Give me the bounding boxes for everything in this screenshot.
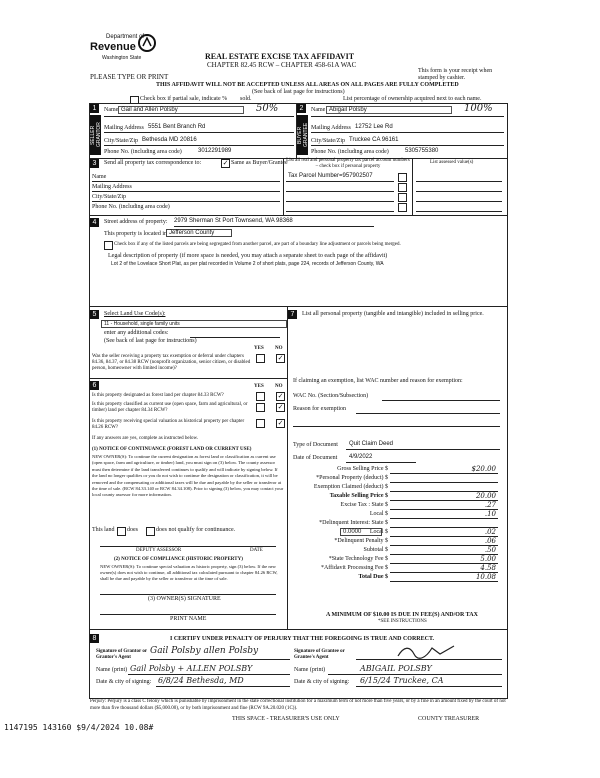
local-rate-field[interactable]: 0.0000 xyxy=(340,528,382,536)
s6-no-header: NO xyxy=(275,384,283,389)
street-field[interactable]: 2979 Sherman St Port Townsend, WA 98368 xyxy=(174,218,293,224)
grantee-sig-label: Signature of Grantee or Grantee's Agent xyxy=(294,649,345,660)
dept-line3: Washington State xyxy=(102,55,142,61)
section-2-number: 2 xyxy=(297,104,306,113)
deputy-assessor-label: DEPUTY ASSESSOR xyxy=(136,548,182,553)
doc-type-field[interactable]: Quit Claim Deed xyxy=(349,441,394,447)
partial-sale-label: Check box if partial sale, indicate % xyxy=(140,96,228,102)
tax-row-label: *Affidavit Processing Fee $ xyxy=(320,565,388,571)
notice2-body: NEW OWNER(S): To continue special valuation as historic property, sign (3) below. If the new owner(s) does not wish to continue, all additional tax calculated pursuant to chapter 84.26 RCW, shall be due and payable by the seller or transferor at the time of sale. xyxy=(100,564,278,582)
parcel-personal-checkbox-3[interactable] xyxy=(398,193,407,202)
section-1-number: 1 xyxy=(90,104,99,113)
q-current-label: Is this property classified as current use (open space, farm and agricultural, or timber) land per chapter 84.34 RCW? xyxy=(92,402,248,413)
print-name-label: PRINT NAME xyxy=(170,616,207,622)
s5-see-back: (See back of last page for instructions) xyxy=(104,338,197,344)
grantor-name[interactable]: Gail Polsby + ALLEN POLSBY xyxy=(130,664,253,673)
perjury-note: Perjury: Perjury is a class C felony which is punishable by imprisonment in the state correctional institution for a maximum term of not more than five years, or by a fine in an amount fixed by the court of not more than five thousand dollars ($5,000.00), or by both imprisonment and fine (RCW 9A.20.020 (1C)). xyxy=(90,699,506,711)
dept-line1: Department of xyxy=(106,34,145,40)
see-instructions: *SEE INSTRUCTIONS xyxy=(378,619,427,624)
seller-city-field[interactable]: Bethesda MD 20816 xyxy=(142,137,197,143)
personal-prop-label: List all personal property (tangible and intangible) included in selling price. xyxy=(302,311,484,317)
see-back-note: (See back of last page for instructions) xyxy=(252,89,345,95)
deputy-date-label: DATE xyxy=(250,548,263,553)
tax-row-value[interactable]: 10.08 xyxy=(475,573,496,581)
parcel-number-field[interactable]: Tax Parcel Number=957902507 xyxy=(288,173,373,179)
tax-row-label: Subtotal $ xyxy=(363,547,388,553)
buyer-city-field[interactable]: Truckee CA 96161 xyxy=(349,137,399,143)
land-use-label: Select Land Use Code(s): xyxy=(104,311,166,317)
section-5-number: 5 xyxy=(90,310,99,319)
buyer-phone-field[interactable]: 5305755380 xyxy=(405,148,439,154)
tax-row-label: *Delinquent Interest: State $ xyxy=(319,520,388,526)
parcel-personal-checkbox-4[interactable] xyxy=(398,203,407,212)
tax-row-value[interactable]: .50 xyxy=(484,546,496,554)
s3-phone-label: Phone No. (including area code) xyxy=(92,204,170,210)
q-historic-yes[interactable] xyxy=(256,419,265,428)
s5-no-header: NO xyxy=(275,346,283,351)
buyer-name-field[interactable]: Abigail Polsby xyxy=(326,106,452,114)
form-subtitle: CHAPTER 82.45 RCW – CHAPTER 458-61A WAC xyxy=(207,61,357,69)
parcel-personal-checkbox-1[interactable] xyxy=(398,173,407,182)
seller-mail-label: Mailing Address xyxy=(104,125,144,131)
same-as-buyer-checkbox[interactable]: ✓ xyxy=(222,159,229,167)
seller-mail-field[interactable]: 5551 Bent Branch Rd xyxy=(148,124,206,130)
tax-row-value[interactable]: .27 xyxy=(484,501,496,509)
grantor-signature[interactable]: Gail Polsby allen Polsby xyxy=(150,646,259,656)
q-historic-label: Is this property receiving special valuation as historical property per chapter 84.26 RCW? xyxy=(92,419,245,430)
grantee-signature-mark[interactable] xyxy=(396,644,456,660)
q-historic-no[interactable]: ✓ xyxy=(277,419,284,427)
tax-row-label: Excise Tax : State $ xyxy=(340,502,388,508)
if-yes-note: If any answers are yes, complete as instructed below. xyxy=(92,436,199,441)
s3-name-label: Name xyxy=(92,174,107,180)
tax-row-value[interactable]: $20.00 xyxy=(471,465,496,473)
parcel-personal-checkbox-2[interactable] xyxy=(398,183,407,192)
s3-mail-label: Mailing Address xyxy=(92,184,132,190)
does-label: does xyxy=(127,527,138,533)
tax-row-label: *Personal Property (deduct) $ xyxy=(316,475,388,481)
grantee-date-label: Date & city of signing: xyxy=(294,679,350,685)
tax-row-value[interactable]: .06 xyxy=(484,537,496,545)
dor-emblem-icon xyxy=(138,34,156,52)
exemption-label: If claiming an exemption, list WAC number and reason for exemption: xyxy=(293,378,463,384)
list-pct-note: List percentage of ownership acquired next to each name. xyxy=(343,96,482,102)
grantor-date[interactable]: 6/8/24 Bethesda, MD xyxy=(158,676,244,685)
does-not-label: does not qualify for continuance. xyxy=(156,527,236,533)
tax-row-label: Total Due $ xyxy=(358,574,388,580)
reason-label: Reason for exemption xyxy=(293,406,346,412)
tax-row-value[interactable]: .02 xyxy=(484,528,496,536)
q-exempt-no[interactable]: ✓ xyxy=(277,354,284,362)
wac-label: WAC No. (Section/Subsection) xyxy=(293,393,369,399)
owner-signature-label: (3) OWNER(S) SIGNATURE xyxy=(148,596,221,602)
dor-logo xyxy=(88,34,158,70)
min-due-note: A MINIMUM OF $10.00 IS DUE IN FEE(S) AND/OR TAX xyxy=(326,612,478,618)
grantee-name-label: Name (print) xyxy=(294,667,326,673)
same-as-buyer-label: Same as Buyer/Grantee xyxy=(231,160,288,166)
tax-row-label: *Delinquent Penalty $ xyxy=(334,538,388,544)
q-exempt-label: Was the seller receiving a property tax exemption or deferral under chapters 84.36, 84.37, or 84.38 RCW (nonprofit organization, senior citizen, or disabled person, homeowner with limited income)? xyxy=(92,354,251,371)
sold-label: sold. xyxy=(240,96,252,102)
tax-row-label: Local $ xyxy=(369,511,388,517)
grantor-date-label: Date & city of signing: xyxy=(96,679,152,685)
tax-row-value[interactable]: 4.58 xyxy=(480,564,496,572)
land-use-field[interactable]: 11 - Household, single family units xyxy=(101,320,287,328)
buyer-mail-field[interactable]: 12752 Lee Rd xyxy=(355,124,393,130)
parcel-list-header: List all real and personal property tax parcel account numbers – check box if personal property xyxy=(286,158,410,169)
q-forest-yes[interactable] xyxy=(256,392,265,401)
tax-row-value[interactable]: .10 xyxy=(484,510,496,518)
form-warning: THIS AFFIDAVIT WILL NOT BE ACCEPTED UNLESS ALL AREAS ON ALL PAGES ARE FULLY COMPLETED xyxy=(156,82,459,88)
tax-row-label: *State Technology Fee $ xyxy=(328,556,388,562)
seller-tag: SELLER GRANTOR xyxy=(90,115,101,155)
seller-name-label: Name xyxy=(104,107,119,113)
county-field[interactable]: Jefferson County xyxy=(166,229,232,237)
section-8-number: 8 xyxy=(90,634,99,643)
seller-city-label: City/State/Zip xyxy=(104,138,138,144)
q-current-yes[interactable] xyxy=(256,403,265,412)
grantee-date[interactable]: 6/15/24 Truckee, CA xyxy=(360,676,444,685)
grantor-sig-label: Signature of Grantor or Grantor's Agent xyxy=(96,649,147,660)
county-treasurer-label: COUNTY TREASURER xyxy=(418,716,480,722)
certify-statement: I CERTIFY UNDER PENALTY OF PERJURY THAT THE FOREGOING IS TRUE AND CORRECT. xyxy=(170,636,435,642)
s6-yes-header: YES xyxy=(254,384,264,389)
seller-name-field[interactable]: Gail and Allen Polsby xyxy=(118,106,244,114)
doc-date-label: Date of Document xyxy=(293,455,338,461)
enter-codes-label: enter any additional codes: xyxy=(104,330,169,336)
send-tax-label: Send all property tax correspondence to: xyxy=(104,160,202,166)
tax-calc-table xyxy=(290,466,504,584)
buyer-name-label: Name xyxy=(311,107,326,113)
seller-phone-label: Phone No. (including area code) xyxy=(104,149,182,155)
tax-row-value[interactable]: 5.00 xyxy=(480,555,496,563)
tax-row-label: Local $ xyxy=(369,529,388,535)
section-6-number: 6 xyxy=(90,381,99,390)
q-forest-no[interactable]: ✓ xyxy=(277,392,284,400)
seller-phone-field[interactable]: 3012291989 xyxy=(198,148,232,154)
s3-city-label: City/State/Zip xyxy=(92,194,126,200)
section-3-number: 3 xyxy=(90,159,99,168)
q-current-no[interactable]: ✓ xyxy=(277,403,284,411)
dept-line2: Revenue xyxy=(90,41,136,53)
notice1-body: NEW OWNER(S): To continue the current designation as forest land or classification as current use (open space, farm and agriculture, or timber) land, you must sign on (3) below. The county assessor must then determine if the land transferred continues to qualify and will indicate by signing below. If the land no longer qualifies or you do not wish to continue the designation or classification, it will be removed and the compensating or additional taxes will be due and payable by the seller or transferor at the time of sale. (RCW 84.33.140 or RCW 84.34.108). Prior to signing (3) below, you may contact your local county assessor for more information. xyxy=(92,454,284,498)
land-does-checkbox[interactable] xyxy=(117,527,126,536)
buyer-pct: 100% xyxy=(464,103,493,114)
street-label: Street address of property: xyxy=(104,219,168,225)
grantor-name-label: Name (print) xyxy=(96,667,128,673)
segregated-checkbox[interactable] xyxy=(104,241,113,250)
buyer-phone-label: Phone No. (including area code) xyxy=(311,149,389,155)
section-7-number: 7 xyxy=(288,310,297,319)
segregated-label: Check box if any of the listed parcels are being segregated from another parcel, are part of a boundary line adjustment or parcels being merged. xyxy=(114,242,401,247)
tax-row-value[interactable]: 20.00 xyxy=(475,492,496,500)
treasurer-stamp: 1147195 143160 $9/4/2024 10.08# xyxy=(4,723,154,732)
notice1-title: (1) NOTICE OF CONTINUANCE (FOREST LAND OR CURRENT USE) xyxy=(92,447,252,452)
s5-yes-header: YES xyxy=(254,346,264,351)
assessed-value-header: List assessed value(s) xyxy=(430,160,474,165)
receipt-note: This form is your receipt when stamped by cashier. xyxy=(418,68,493,81)
section-4-number: 4 xyxy=(90,218,99,227)
form-title: REAL ESTATE EXCISE TAX AFFIDAVIT xyxy=(205,52,355,61)
legal-label: Legal description of property (if more space is needed, you may attach a separate sheet to each page of the affidavit) xyxy=(108,253,388,259)
doc-date-field[interactable]: 4/9/2022 xyxy=(349,454,373,460)
grantee-name[interactable]: ABIGAIL POLSBY xyxy=(360,664,432,673)
located-label: This property is located in xyxy=(104,231,167,237)
doc-type-label: Type of Document xyxy=(293,442,338,448)
q-exempt-yes[interactable] xyxy=(256,354,265,363)
tax-row-label: Taxable Selling Price $ xyxy=(329,493,388,499)
seller-pct: 50% xyxy=(256,103,279,114)
q-forest-label: Is this property designated as forest land per chapter 84.33 RCW? xyxy=(92,393,224,398)
tax-row-label: Exemption Claimed (deduct) $ xyxy=(313,484,388,490)
legal-description[interactable]: Lot 2 of the Lovelace Short Plat, as per plat recorded in Volume 2 of short plats, page 224, records of Jefferson County, WA xyxy=(111,261,384,267)
buyer-mail-label: Mailing Address xyxy=(311,125,351,131)
please-print: PLEASE TYPE OR PRINT xyxy=(90,73,169,81)
tax-row-label: Gross Selling Price $ xyxy=(337,466,388,472)
buyer-tag: BUYER GRANTEE xyxy=(297,115,308,155)
this-land-label: This land xyxy=(92,527,115,533)
treasurer-space-label: THIS SPACE - TREASURER'S USE ONLY xyxy=(232,716,340,722)
buyer-city-label: City/State/Zip xyxy=(311,138,345,144)
notice2-title: (2) NOTICE OF COMPLIANCE (HISTORIC PROPERTY) xyxy=(114,557,243,562)
land-does-not-checkbox[interactable] xyxy=(146,527,155,536)
